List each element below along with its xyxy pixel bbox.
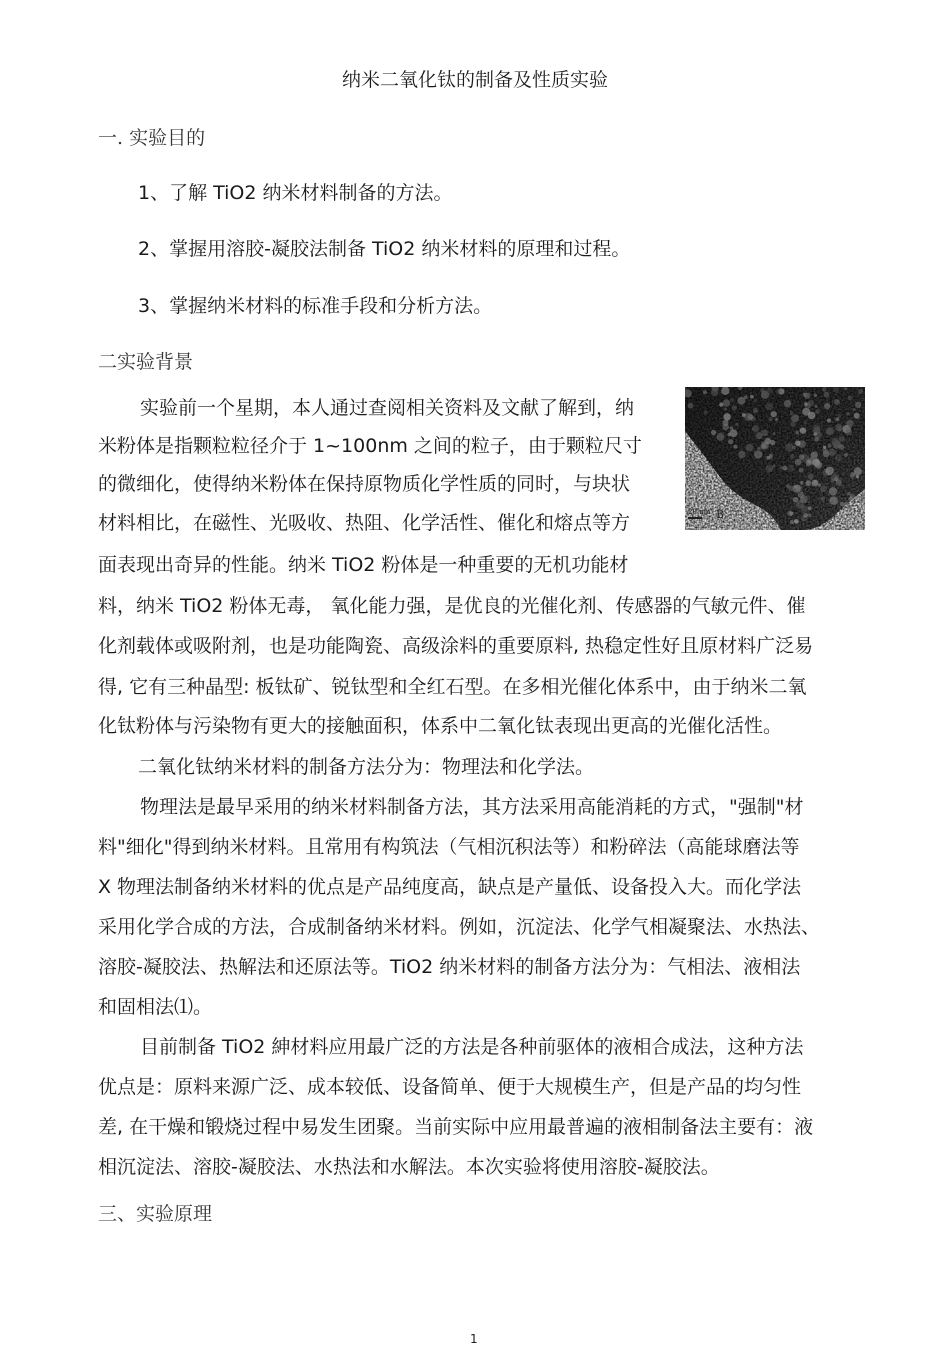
texture-particle [808,513,812,517]
texture-particle [823,448,828,453]
text-line: 物理法是最早采用的纳米材料制备方法，其方法采用高能消耗的方式，"强制"材 [140,796,804,818]
scale-bar [688,517,702,519]
texture-particle [803,393,807,397]
texture-particle [704,411,708,415]
texture-particle [814,394,817,397]
texture-particle [744,395,748,399]
texture-particle [723,413,730,420]
texture-particle [846,412,849,415]
objective-item-2: 2、掌握用溶胶-凝胶法制备 TiO2 纳米材料的原理和过程。 [138,238,631,260]
texture-particle [814,437,819,442]
texture-particle [804,402,808,406]
text-line: 面表现出奇异的性能。纳米 TiO2 粉体是一种重要的无机功能材 [98,554,629,576]
texture-particle [808,412,816,420]
text-line: 化钛粉体与污染物有更大的接触面积，体系中二氧化钛表现出更高的光催化活性。 [98,715,783,737]
texture-particle [785,443,793,451]
texture-particle [840,502,845,507]
texture-particle [790,412,793,415]
texture-particle [844,387,847,390]
texture-particle [730,426,734,430]
texture-particle [775,389,781,395]
texture-particle [836,480,842,486]
text-line: 采用化学合成的方法，合成制备纳米材料。例如，沉淀法、化学气相凝聚法、水热法、 [98,916,821,938]
text-line: 和固相法⑴。 [98,996,213,1018]
text-line: 化剂载体或吸附剂，也是功能陶瓷、高级涂料的重要原料, 热稳定性好且原材料广泛易 [98,635,814,657]
texture-particle [800,427,807,434]
texture-particle [795,441,800,446]
texture-particle [793,485,801,493]
texture-particle [828,444,832,448]
texture-particle [835,455,842,462]
texture-particle [768,417,772,421]
texture-particle [820,485,827,492]
texture-particle [857,518,860,521]
tem-image [685,387,865,530]
texture-particle [814,405,817,408]
texture-particle [752,425,759,432]
texture-particle [775,418,778,421]
texture-particle [803,421,807,425]
texture-particle [808,474,814,480]
texture-particle [716,433,724,441]
texture-particle [824,392,830,398]
texture-particle [808,507,812,511]
section-heading-background: 二实验背景 [98,351,194,373]
texture-particle [754,450,762,458]
text-line: 差, 在干燥和锻烧过程中易发生团聚。当前实际中应用最普遍的液相制备法主要有：液 [98,1116,814,1138]
texture-particle [846,429,852,435]
texture-particle [824,403,830,409]
texture-particle [858,389,863,394]
texture-particle [750,395,754,399]
texture-particle [766,388,772,394]
texture-particle [850,494,855,499]
texture-particle [853,408,856,411]
texture-particle [834,399,840,405]
texture-particle [813,432,817,436]
texture-particle [723,399,730,406]
texture-particle [732,405,737,410]
texture-particle [761,441,769,449]
objective-item-3: 3、掌握纳米材料的标准手段和分析方法。 [138,295,493,317]
texture-particle [730,398,734,402]
texture-particle [733,445,737,449]
text-line: 相沉淀法、溶胶-凝胶法、水热法和水解法。本次实验将使用溶胶-凝胶法。 [98,1156,720,1178]
texture-particle [798,492,804,498]
texture-particle [773,432,776,435]
texture-particle [829,496,838,505]
texture-particle [765,402,773,410]
text-line: 的微细化，使得纳米粉体在保持原物质化学性质的同时，与块状 [98,473,631,495]
texture-particle [855,402,861,408]
texture-particle [756,432,763,439]
texture-particle [856,475,859,478]
texture-particle [766,456,770,460]
texture-particle [791,414,799,422]
texture-particle [703,390,707,394]
texture-particle [744,413,752,421]
text-line: 二氧化钛纳米材料的制备方法分为：物理法和化学法。 [138,756,595,778]
texture-particle [806,463,810,467]
texture-particle [799,468,804,473]
texture-particle [783,466,788,471]
texture-particle [826,427,834,435]
texture-particle [844,502,848,506]
texture-particle [784,400,792,408]
texture-particle [790,520,794,524]
text-line: 溶胶-凝胶法、热解法和还原法等。TiO2 纳米材料的制备方法分为：气相法、液相法 [98,956,801,978]
texture-particle [788,465,795,472]
text-line: 实验前一个星期，本人通过查阅相关资料及文献了解到，纳 [140,397,635,419]
texture-particle [746,444,754,452]
texture-particle [814,424,821,431]
objective-item-1: 1、了解 TiO2 纳米材料制备的方法。 [138,182,453,204]
text-line: 米粉体是指颗粒粒径介于 1~100nm 之间的粒子，由于颗粒尺寸 [98,435,642,457]
texture-particle [848,396,853,401]
texture-particle [854,467,862,475]
texture-particle [800,481,804,485]
texture-particle [829,487,837,495]
texture-particle [799,454,805,460]
text-line: 得, 它有三种晶型: 板钛矿、锐钛型和全红石型。在多相光催化体系中，由于纳米二氧 [98,676,807,698]
texture-particle [842,438,846,442]
texture-particle [854,413,860,419]
text-line: 材料相比，在磁性、光吸收、热阻、化学活性、催化和熔点等方 [98,512,631,534]
texture-particle [844,453,848,457]
tem-micrograph [685,387,865,530]
panel-letter: B [716,508,725,521]
texture-particle [848,424,851,427]
text-line: 料"细化"得到纳米材料。且常用有构筑法（气相沉积法等）和粉碎法（高能球磨法等 [98,836,800,858]
texture-particle [753,408,758,413]
texture-particle [789,511,793,515]
texture-particle [811,452,818,459]
texture-particle [762,442,765,445]
texture-particle [766,465,773,472]
text-line: 料，纳米 TiO2 粉体无毒， 氧化能力强，是优良的光催化剂、传感器的气敏元件、催 [98,595,806,617]
texture-particle [711,430,716,435]
texture-particle [794,519,799,524]
texture-particle [814,480,817,483]
texture-particle [771,411,777,417]
texture-particle [790,421,795,426]
texture-particle [815,409,820,414]
texture-particle [847,505,853,511]
texture-particle [730,429,738,437]
scale-bar-label: 20 nm [688,508,711,516]
texture-particle [820,496,825,501]
texture-particle [788,485,793,490]
texture-particle [688,403,694,409]
page-number: 1 [470,1332,478,1346]
texture-particle [772,465,775,468]
texture-particle [790,454,795,459]
texture-particle [818,484,821,487]
texture-particle [827,418,831,422]
texture-particle [822,387,827,392]
text-line: 优点是：原料来源广泛、成本较低、设备简单、便于大规模生产，但是产品的均匀性 [98,1076,802,1098]
section-heading-objectives: 一. 实验目的 [98,127,206,149]
texture-particle [728,439,733,444]
texture-particle [801,515,807,521]
texture-particle [796,501,804,509]
texture-particle [835,417,839,421]
section-heading-principle: 三、实验原理 [98,1203,213,1225]
texture-particle [812,458,820,466]
texture-particle [724,407,727,410]
text-line: X 物理法制备纳米材料的优点是产品纯度高，缺点是产量低、设备投入大。而化学法 [98,876,802,898]
document-title: 纳米二氧化钛的制备及性质实验 [341,69,608,91]
texture-particle [826,467,834,475]
texture-particle [738,451,746,459]
texture-particle [837,414,841,418]
texture-particle [735,423,738,426]
texture-particle [831,438,839,446]
texture-particle [795,431,799,435]
texture-particle [753,399,757,403]
text-line: 目前制备 TiO2 紳材料应用最广泛的方法是各种前驱体的液相合成法，这种方法 [140,1036,804,1058]
texture-particle [829,449,836,456]
texture-particle [711,389,718,396]
texture-particle [795,459,802,466]
texture-particle [835,424,842,431]
texture-particle [722,424,729,431]
